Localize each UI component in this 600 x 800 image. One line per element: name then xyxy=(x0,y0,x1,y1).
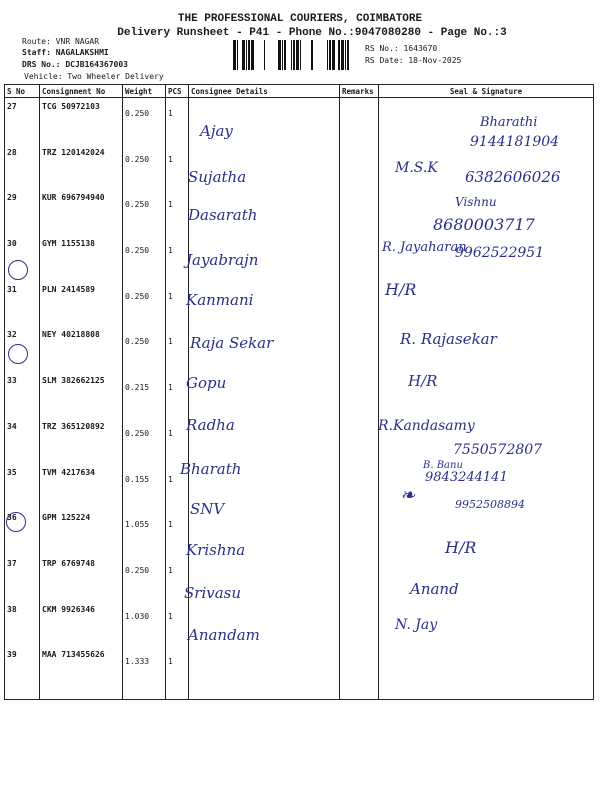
rs-number: RS No.: 1643670 xyxy=(365,44,438,53)
col-header-sno: S No xyxy=(5,85,40,98)
staff-label: Staff: NAGALAKSHMI xyxy=(22,48,109,57)
row-sno: 29 xyxy=(5,189,40,235)
row-sno: 36 xyxy=(5,509,40,555)
row-pcs: 1 xyxy=(166,418,189,464)
row-consignment-no: SLM 382662125 xyxy=(40,372,123,418)
runsheet-title: THE PROFESSIONAL COURIERS, COIMBATORE xyxy=(177,13,423,25)
row-consignment-no: TCG 50972103 xyxy=(40,98,123,144)
row-consignment-no: PLN 2414589 xyxy=(40,281,123,327)
col-header-consignee: Consignee Details xyxy=(189,85,340,98)
signature-handwriting: 6382606026 xyxy=(465,168,561,186)
row-consignment-no: GPM 125224 xyxy=(40,509,123,555)
row-sno: 38 xyxy=(5,601,40,647)
barcode-bar xyxy=(327,40,328,70)
row-weight: 1.030 xyxy=(123,601,166,647)
row-pcs: 1 xyxy=(166,281,189,327)
row-remarks xyxy=(340,509,379,555)
row-weight: 0.250 xyxy=(123,144,166,190)
row-sno: 31 xyxy=(5,281,40,327)
row-remarks xyxy=(340,235,379,281)
barcode-bar xyxy=(311,40,313,70)
consignee-handwritten-name: Anandam xyxy=(188,626,260,644)
signature-handwriting: 9952508894 xyxy=(455,498,525,511)
row-pcs: 1 xyxy=(166,189,189,235)
col-header-pcs: PCS xyxy=(166,85,189,98)
row-weight: 0.250 xyxy=(123,235,166,281)
row-sno: 28 xyxy=(5,144,40,190)
signature-handwriting: M.S.K xyxy=(395,160,438,176)
table-row xyxy=(5,281,594,327)
sno-circle-mark xyxy=(8,260,28,280)
table-row xyxy=(5,555,594,601)
barcode-bar xyxy=(300,40,301,70)
barcode-bar xyxy=(345,40,346,70)
row-weight: 0.215 xyxy=(123,372,166,418)
barcode-bar xyxy=(264,40,265,70)
signature-handwriting: H/R xyxy=(385,280,417,299)
row-sno: 37 xyxy=(5,555,40,601)
barcode-bar xyxy=(293,40,295,70)
consignee-handwritten-name: Ajay xyxy=(200,122,233,140)
signature-handwriting: 8680003717 xyxy=(433,215,535,234)
row-sno: 35 xyxy=(5,464,40,510)
col-header-weight: Weight xyxy=(123,85,166,98)
barcode-bar xyxy=(296,40,299,70)
row-sno: 27 xyxy=(5,98,40,144)
signature-handwriting: Vishnu xyxy=(455,195,497,209)
row-remarks xyxy=(340,555,379,601)
consignee-handwritten-name: Radha xyxy=(186,416,235,434)
row-remarks xyxy=(340,418,379,464)
consignee-handwritten-name: Jayabrajn xyxy=(186,251,259,269)
row-consignment-no: TVM 4217634 xyxy=(40,464,123,510)
signature-handwriting: Bharathi xyxy=(480,115,538,130)
row-weight: 1.055 xyxy=(123,509,166,555)
row-remarks xyxy=(340,189,379,235)
row-pcs: 1 xyxy=(166,98,189,144)
row-consignment-no: NEY 40218808 xyxy=(40,326,123,372)
col-header-seal: Seal & Signature xyxy=(379,85,594,98)
consignee-handwritten-name: SNV xyxy=(190,500,225,518)
row-remarks xyxy=(340,326,379,372)
consignee-handwritten-name: Sujatha xyxy=(188,168,247,186)
barcode-bar xyxy=(246,40,247,70)
signature-handwriting: B. Banu xyxy=(423,460,463,471)
barcode-bar xyxy=(282,40,283,70)
row-remarks xyxy=(340,464,379,510)
signature-handwriting: 7550572807 xyxy=(453,442,543,458)
row-consignment-no: TRZ 120142024 xyxy=(40,144,123,190)
barcode-bar xyxy=(251,40,254,70)
row-consignee-details xyxy=(189,646,340,700)
barcode-image xyxy=(233,40,358,70)
consignee-handwritten-name: Gopu xyxy=(186,374,227,392)
consignee-handwritten-name: Bharath xyxy=(180,460,242,478)
row-weight: 0.250 xyxy=(123,189,166,235)
row-sno: 30 xyxy=(5,235,40,281)
barcode-bar xyxy=(278,40,281,70)
row-pcs: 1 xyxy=(166,235,189,281)
row-pcs: 1 xyxy=(166,326,189,372)
row-weight: 1.333 xyxy=(123,646,166,700)
row-sno: 39 xyxy=(5,646,40,700)
table-row xyxy=(5,326,594,372)
table-row xyxy=(5,509,594,555)
row-remarks xyxy=(340,98,379,144)
row-seal-signature xyxy=(379,646,594,700)
row-pcs: 1 xyxy=(166,509,189,555)
signature-handwriting: R.Kandasamy xyxy=(378,418,475,434)
barcode-bar xyxy=(332,40,335,70)
barcode-bar xyxy=(347,40,349,70)
vehicle-label: Vehicle: Two Wheeler Delivery xyxy=(24,72,164,81)
row-remarks xyxy=(340,144,379,190)
row-pcs: 1 xyxy=(166,555,189,601)
table-header-row xyxy=(5,85,594,98)
table-row xyxy=(5,601,594,647)
drs-number: DRS No.: DCJB164367003 xyxy=(22,60,128,69)
row-remarks xyxy=(340,372,379,418)
barcode-bar xyxy=(338,40,340,70)
row-consignment-no: KUR 696794940 xyxy=(40,189,123,235)
barcode-bar xyxy=(237,40,238,70)
route-label: Route: VNR NAGAR xyxy=(22,37,100,46)
row-sno: 34 xyxy=(5,418,40,464)
row-remarks xyxy=(340,646,379,700)
col-header-remarks: Remarks xyxy=(340,85,379,98)
signature-handwriting: 9144181904 xyxy=(470,134,560,150)
signature-handwriting: R. Jayaharan xyxy=(382,240,467,255)
barcode-bar xyxy=(242,40,245,70)
consignee-handwritten-name: Srivasu xyxy=(184,584,242,602)
signature-handwriting: H/R xyxy=(408,372,438,390)
row-weight: 0.155 xyxy=(123,464,166,510)
signature-handwriting: H/R xyxy=(445,538,477,557)
runsheet-subtitle: Delivery Runsheet - P41 - Phone No.:9047080280 - Page No.:3 xyxy=(117,27,507,39)
row-sno: 32 xyxy=(5,326,40,372)
row-weight: 0.250 xyxy=(123,98,166,144)
row-pcs: 1 xyxy=(166,464,189,510)
row-consignment-no: MAA 713455626 xyxy=(40,646,123,700)
signature-handwriting: R. Rajasekar xyxy=(400,330,497,348)
row-seal-signature xyxy=(379,509,594,555)
signature-handwriting: N. Jay xyxy=(395,617,438,633)
rs-date: RS Date: 18-Nov-2025 xyxy=(365,56,462,65)
signature-handwriting: Anand xyxy=(410,580,459,598)
row-pcs: 1 xyxy=(166,601,189,647)
row-sno: 33 xyxy=(5,372,40,418)
row-consignment-no: CKM 9926346 xyxy=(40,601,123,647)
row-remarks xyxy=(340,601,379,647)
col-header-consignment: Consignment No xyxy=(40,85,123,98)
barcode-bar xyxy=(233,40,236,70)
barcode-bar xyxy=(291,40,292,70)
row-pcs: 1 xyxy=(166,646,189,700)
signature-handwriting: 9962522951 xyxy=(455,245,545,261)
row-weight: 0.250 xyxy=(123,281,166,327)
row-consignment-no: TRP 6769748 xyxy=(40,555,123,601)
row-weight: 0.250 xyxy=(123,555,166,601)
signature-handwriting: 9843244141 xyxy=(425,470,508,485)
consignee-handwritten-name: Krishna xyxy=(186,541,246,559)
table-row xyxy=(5,372,594,418)
barcode-bar xyxy=(284,40,286,70)
sno-circle-mark xyxy=(8,344,28,364)
barcode-bar xyxy=(329,40,331,70)
row-consignment-no: TRZ 365120892 xyxy=(40,418,123,464)
row-consignment-no: GYM 1155138 xyxy=(40,235,123,281)
sno-circle-mark xyxy=(6,512,26,532)
row-remarks xyxy=(340,281,379,327)
consignee-handwritten-name: Kanmani xyxy=(186,291,254,309)
row-weight: 0.250 xyxy=(123,326,166,372)
signature-scribble-icon: ❧ xyxy=(400,485,416,506)
barcode-bar xyxy=(248,40,250,70)
consignee-handwritten-name: Raja Sekar xyxy=(190,334,274,352)
row-weight: 0.250 xyxy=(123,418,166,464)
row-pcs: 1 xyxy=(166,144,189,190)
table-row xyxy=(5,646,594,700)
barcode-bar xyxy=(341,40,344,70)
row-pcs: 1 xyxy=(166,372,189,418)
consignee-handwritten-name: Dasarath xyxy=(188,206,258,224)
